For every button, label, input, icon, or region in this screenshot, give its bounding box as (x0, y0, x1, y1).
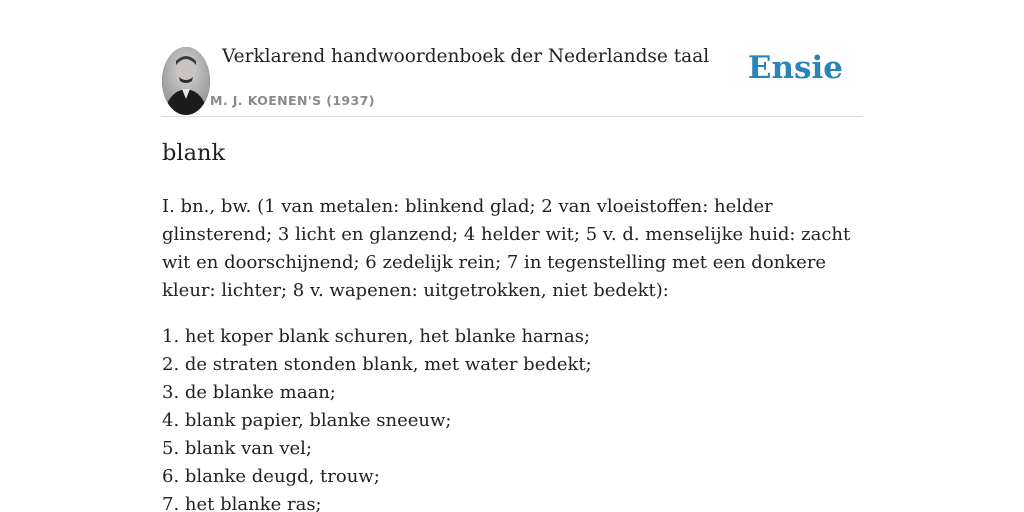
ensie-logo-link[interactable]: Ensie (747, 50, 843, 86)
example-item: 5. blank van vel; (162, 438, 312, 459)
author-portrait (162, 47, 210, 115)
example-item: 2. de straten stonden blank, met water bedekt; (162, 354, 592, 375)
dictionary-subtitle: M. J. KOENEN'S (1937) (210, 93, 375, 108)
dictionary-title: Verklarend handwoordenboek der Nederlandse taal (222, 46, 710, 67)
entry-definition: I. bn., bw. (1 van metalen: blinkend glad; 2 van vloeistoffen: helder glinsterend; 3 licht en glanzend; 4 helder wit; 5 v. d. menselijke huid: zacht wit en doorschijnend; 6 zedelijk rein; 7 in tegenstelling met een donkere kleur: lichter; 8 v. wapenen: uitgetrokken, niet bedekt): (162, 196, 851, 301)
author-portrait-icon (162, 47, 210, 115)
example-item: 4. blank papier, blanke sneeuw; (162, 410, 452, 431)
example-item: 3. de blanke maan; (162, 382, 336, 403)
example-list (162, 323, 862, 512)
example-item: 7. het blanke ras; (162, 494, 322, 512)
page-container (162, 0, 862, 512)
example-item: 6. blanke deugd, trouw; (162, 466, 380, 487)
entry-headword: blank (162, 140, 226, 166)
dictionary-header (162, 0, 862, 117)
example-item: 1. het koper blank schuren, het blanke harnas; (162, 326, 591, 347)
